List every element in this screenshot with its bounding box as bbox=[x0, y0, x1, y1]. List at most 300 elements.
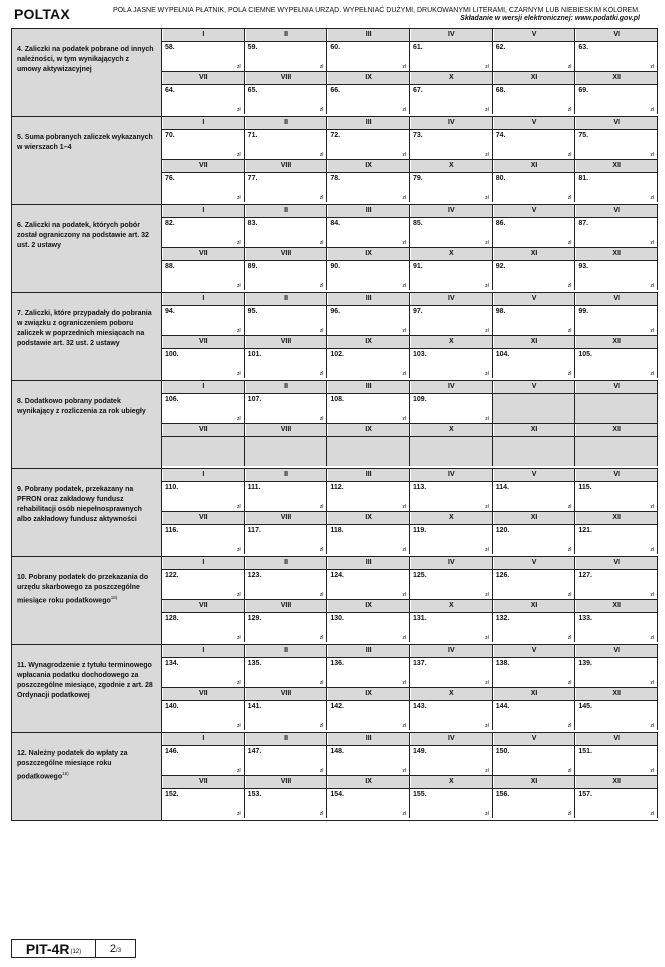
currency-label: zł bbox=[485, 152, 489, 158]
currency-label: zł bbox=[237, 547, 241, 553]
unused-field bbox=[162, 437, 245, 466]
currency-label: zł bbox=[402, 283, 407, 289]
month-label: XII bbox=[575, 600, 658, 612]
month-header-row bbox=[162, 248, 658, 261]
currency-label: zł bbox=[650, 328, 655, 334]
amount-field[interactable] bbox=[162, 261, 245, 290]
month-grid bbox=[162, 117, 658, 204]
month-label: II bbox=[245, 381, 328, 393]
amount-field[interactable] bbox=[245, 306, 328, 335]
field-number: 87. bbox=[578, 220, 589, 227]
field-row bbox=[162, 394, 658, 424]
amount-field[interactable] bbox=[327, 306, 410, 335]
field-number: 153. bbox=[247, 791, 262, 798]
field-row bbox=[162, 658, 658, 688]
month-label: I bbox=[162, 29, 245, 41]
currency-label: zł bbox=[237, 64, 241, 70]
month-header-row bbox=[162, 645, 658, 658]
page-total: /3 bbox=[116, 948, 122, 954]
amount-field[interactable] bbox=[410, 482, 493, 511]
amount-field[interactable] bbox=[575, 85, 658, 114]
section-5 bbox=[12, 117, 658, 205]
month-label: VII bbox=[162, 336, 245, 348]
amount-field[interactable] bbox=[575, 789, 658, 818]
section-label-text: 6. Zaliczki na podatek, których pobór został ograniczony na podstawie art. 32 ust. 2 ustawy bbox=[17, 222, 149, 249]
currency-label: zł bbox=[237, 371, 241, 377]
field-number: 120. bbox=[495, 527, 510, 534]
currency-label: zł bbox=[650, 504, 655, 510]
amount-field[interactable] bbox=[493, 306, 576, 335]
currency-label: zł bbox=[650, 547, 655, 553]
month-label: VII bbox=[162, 600, 245, 612]
month-label: VIII bbox=[245, 424, 328, 436]
amount-field[interactable] bbox=[162, 173, 245, 202]
currency-label: zł bbox=[485, 592, 489, 598]
amount-field[interactable] bbox=[493, 85, 576, 114]
field-number: 128. bbox=[165, 615, 179, 622]
section-11 bbox=[12, 645, 658, 733]
currency-label: zł bbox=[237, 328, 241, 334]
field-row bbox=[162, 173, 658, 202]
month-label: IV bbox=[410, 29, 493, 41]
field-number: 81. bbox=[578, 175, 589, 182]
form-version: (12) bbox=[70, 949, 82, 955]
amount-field[interactable] bbox=[327, 658, 410, 687]
field-number: 156. bbox=[495, 791, 510, 798]
field-row bbox=[162, 437, 658, 466]
amount-field[interactable] bbox=[575, 482, 658, 511]
section-label-text: 7. Zaliczki, które przypadały do pobrania w związku z ograniczeniem poboru zaliczek w poprzednich miesiącach na podstawie art. 32 ust. 2 ustawy bbox=[17, 310, 152, 347]
amount-field[interactable] bbox=[575, 613, 658, 642]
section-label-text: 4. Zaliczki na podatek pobrane od innych należności, w tym wynikających z umowy aktywizacyjnej bbox=[17, 46, 154, 73]
currency-label: zł bbox=[237, 811, 241, 817]
amount-field[interactable] bbox=[493, 525, 576, 554]
currency-label: zł bbox=[567, 547, 572, 553]
month-label: IX bbox=[327, 336, 410, 348]
amount-field[interactable] bbox=[493, 173, 576, 202]
amount-field[interactable] bbox=[162, 85, 245, 114]
currency-label: zł bbox=[319, 240, 324, 246]
unused-field bbox=[575, 394, 658, 423]
amount-field[interactable] bbox=[327, 349, 410, 378]
unused-field bbox=[493, 394, 576, 423]
amount-field[interactable] bbox=[410, 173, 493, 202]
amount-field[interactable] bbox=[162, 789, 245, 818]
month-label: VIII bbox=[245, 600, 328, 612]
section-label-text: 8. Dodatkowo pobrany podatek wynikający z rozliczenia za rok ubiegły bbox=[17, 398, 146, 415]
amount-field[interactable] bbox=[327, 85, 410, 114]
amount-field[interactable] bbox=[493, 613, 576, 642]
amount-field[interactable] bbox=[410, 130, 493, 159]
field-number: 98. bbox=[495, 308, 506, 315]
amount-field[interactable] bbox=[245, 42, 328, 71]
field-number: 74. bbox=[495, 132, 506, 139]
amount-field[interactable] bbox=[410, 218, 493, 247]
month-label: II bbox=[245, 645, 328, 657]
amount-field[interactable] bbox=[327, 701, 410, 730]
month-label: III bbox=[327, 117, 410, 129]
amount-field[interactable] bbox=[162, 525, 245, 554]
amount-field[interactable] bbox=[493, 130, 576, 159]
month-label: IX bbox=[327, 72, 410, 84]
field-number: 134. bbox=[165, 660, 179, 667]
month-label: XI bbox=[493, 776, 576, 788]
month-label: V bbox=[493, 29, 576, 41]
amount-field[interactable] bbox=[245, 570, 328, 599]
section-6 bbox=[12, 205, 658, 293]
month-label: III bbox=[327, 293, 410, 305]
field-number: 103. bbox=[413, 351, 427, 358]
currency-label: zł bbox=[485, 283, 489, 289]
month-label: IV bbox=[410, 117, 493, 129]
month-label: V bbox=[493, 557, 576, 569]
field-number: 130. bbox=[330, 615, 344, 622]
month-label: IX bbox=[327, 424, 410, 436]
field-number: 136. bbox=[330, 660, 344, 667]
month-label: II bbox=[245, 29, 328, 41]
amount-field[interactable] bbox=[245, 789, 328, 818]
amount-field[interactable] bbox=[410, 570, 493, 599]
month-label: VII bbox=[162, 776, 245, 788]
amount-field[interactable] bbox=[245, 85, 328, 114]
field-number: 109. bbox=[413, 396, 427, 403]
field-number: 135. bbox=[247, 660, 262, 667]
month-label: IX bbox=[327, 160, 410, 172]
month-label: VI bbox=[575, 293, 658, 305]
page-number-box bbox=[96, 939, 136, 958]
amount-field[interactable] bbox=[575, 42, 658, 71]
section-label-text: 9. Pobrany podatek, przekazany na PFRON oraz zakładowy fundusz rehabilitacji osób niepełnosprawnych albo zakładowy fundusz aktywności bbox=[17, 486, 142, 523]
section-label bbox=[12, 29, 162, 116]
field-row bbox=[162, 261, 658, 290]
unused-field bbox=[493, 437, 576, 466]
month-grid bbox=[162, 733, 658, 820]
amount-field[interactable] bbox=[245, 261, 328, 290]
month-label: II bbox=[245, 293, 328, 305]
amount-field[interactable] bbox=[162, 570, 245, 599]
amount-field[interactable] bbox=[410, 394, 493, 423]
field-number: 150. bbox=[495, 748, 510, 755]
currency-label: zł bbox=[567, 64, 572, 70]
amount-field[interactable] bbox=[410, 85, 493, 114]
month-label: X bbox=[410, 160, 493, 172]
month-label: III bbox=[327, 29, 410, 41]
tax-table bbox=[11, 28, 658, 821]
amount-field[interactable] bbox=[327, 42, 410, 71]
field-number: 151. bbox=[578, 748, 592, 755]
amount-field[interactable] bbox=[162, 746, 245, 775]
month-header-row bbox=[162, 117, 658, 130]
month-grid bbox=[162, 645, 658, 732]
currency-label: zł bbox=[567, 635, 572, 641]
field-number: 140. bbox=[165, 703, 179, 710]
amount-field[interactable] bbox=[245, 613, 328, 642]
field-number: 138. bbox=[495, 660, 510, 667]
currency-label: zł bbox=[485, 328, 489, 334]
field-number: 113. bbox=[413, 484, 427, 491]
field-number: 125. bbox=[413, 572, 427, 579]
month-label: III bbox=[327, 557, 410, 569]
currency-label: zł bbox=[567, 107, 572, 113]
month-label: XI bbox=[493, 160, 576, 172]
field-number: 79. bbox=[413, 175, 423, 182]
amount-field[interactable] bbox=[410, 789, 493, 818]
amount-field[interactable] bbox=[162, 658, 245, 687]
amount-field[interactable] bbox=[575, 658, 658, 687]
amount-field[interactable] bbox=[410, 746, 493, 775]
currency-label: zł bbox=[319, 592, 324, 598]
amount-field[interactable] bbox=[245, 218, 328, 247]
currency-label: zł bbox=[237, 768, 241, 774]
field-number: 106. bbox=[165, 396, 179, 403]
amount-field[interactable] bbox=[245, 701, 328, 730]
month-label: I bbox=[162, 293, 245, 305]
field-number: 65. bbox=[247, 87, 258, 94]
amount-field[interactable] bbox=[410, 306, 493, 335]
field-number: 149. bbox=[413, 748, 427, 755]
currency-label: zł bbox=[319, 811, 324, 817]
currency-label: zł bbox=[485, 547, 489, 553]
month-grid bbox=[162, 469, 658, 556]
amount-field[interactable] bbox=[575, 701, 658, 730]
currency-label: zł bbox=[567, 811, 572, 817]
month-label: III bbox=[327, 733, 410, 745]
amount-field[interactable] bbox=[162, 701, 245, 730]
amount-field[interactable] bbox=[245, 394, 328, 423]
footnote-ref: 15) bbox=[110, 595, 118, 600]
field-number: 131. bbox=[413, 615, 427, 622]
amount-field[interactable] bbox=[410, 525, 493, 554]
month-label: VIII bbox=[245, 512, 328, 524]
field-number: 141. bbox=[247, 703, 262, 710]
amount-field[interactable] bbox=[493, 218, 576, 247]
currency-label: zł bbox=[402, 680, 407, 686]
amount-field[interactable] bbox=[245, 130, 328, 159]
field-number: 69. bbox=[578, 87, 589, 94]
section-4 bbox=[12, 29, 658, 117]
month-label: I bbox=[162, 117, 245, 129]
amount-field[interactable] bbox=[493, 261, 576, 290]
amount-field[interactable] bbox=[162, 613, 245, 642]
amount-field[interactable] bbox=[575, 746, 658, 775]
amount-field[interactable] bbox=[162, 349, 245, 378]
amount-field[interactable] bbox=[575, 261, 658, 290]
amount-field[interactable] bbox=[410, 349, 493, 378]
section-label bbox=[12, 733, 162, 820]
month-label: III bbox=[327, 205, 410, 217]
section-label-text: 11. Wynagrodzenie z tytułu terminowego wpłacania podatku dochodowego za poszczególne miesiące, zgodnie z art. 28 Ordynacji podatkowej bbox=[17, 662, 153, 699]
amount-field[interactable] bbox=[245, 525, 328, 554]
unused-field bbox=[575, 437, 658, 466]
month-label: VIII bbox=[245, 160, 328, 172]
currency-label: zł bbox=[485, 768, 489, 774]
amount-field[interactable] bbox=[162, 130, 245, 159]
currency-label: zł bbox=[485, 64, 489, 70]
month-label: I bbox=[162, 205, 245, 217]
amount-field[interactable] bbox=[493, 570, 576, 599]
amount-field[interactable] bbox=[327, 482, 410, 511]
currency-label: zł bbox=[402, 723, 407, 729]
currency-label: zł bbox=[567, 504, 572, 510]
field-number: 112. bbox=[330, 484, 344, 491]
amount-field[interactable] bbox=[575, 130, 658, 159]
section-7 bbox=[12, 293, 658, 381]
amount-field[interactable] bbox=[575, 525, 658, 554]
amount-field[interactable] bbox=[493, 746, 576, 775]
currency-label: zł bbox=[650, 768, 655, 774]
field-number: 144. bbox=[495, 703, 510, 710]
currency-label: zł bbox=[237, 680, 241, 686]
field-number: 66. bbox=[330, 87, 341, 94]
amount-field[interactable] bbox=[493, 789, 576, 818]
month-grid bbox=[162, 381, 658, 468]
field-number: 88. bbox=[165, 263, 175, 270]
amount-field[interactable] bbox=[245, 349, 328, 378]
currency-label: zł bbox=[650, 152, 655, 158]
amount-field[interactable] bbox=[493, 482, 576, 511]
month-label: VII bbox=[162, 160, 245, 172]
amount-field[interactable] bbox=[493, 349, 576, 378]
amount-field[interactable] bbox=[575, 349, 658, 378]
month-label: V bbox=[493, 469, 576, 481]
currency-label: zł bbox=[567, 723, 572, 729]
currency-label: zł bbox=[319, 371, 324, 377]
month-label: VII bbox=[162, 512, 245, 524]
fill-instruction: POLA JASNE WYPEŁNIA PŁATNIK, POLA CIEMNE WYPEŁNIA URZĄD. WYPEŁNIAĆ DUŻYMI, DRUKOWANYMI LITERAMI, CZARNYM LUB NIEBIESKIM KOLOREM. bbox=[112, 7, 640, 14]
section-9 bbox=[12, 469, 658, 557]
month-label: XII bbox=[575, 512, 658, 524]
month-label: VII bbox=[162, 424, 245, 436]
amount-field[interactable] bbox=[493, 42, 576, 71]
currency-label: zł bbox=[567, 680, 572, 686]
field-row bbox=[162, 789, 658, 818]
month-label: XI bbox=[493, 688, 576, 700]
amount-field[interactable] bbox=[162, 42, 245, 71]
section-12 bbox=[12, 733, 658, 821]
month-label: V bbox=[493, 381, 576, 393]
currency-label: zł bbox=[237, 152, 241, 158]
amount-field[interactable] bbox=[327, 173, 410, 202]
month-label: II bbox=[245, 733, 328, 745]
month-header-row bbox=[162, 469, 658, 482]
amount-field[interactable] bbox=[410, 261, 493, 290]
currency-label: zł bbox=[319, 328, 324, 334]
amount-field[interactable] bbox=[410, 42, 493, 71]
month-label: II bbox=[245, 205, 328, 217]
amount-field[interactable] bbox=[327, 394, 410, 423]
amount-field[interactable] bbox=[327, 261, 410, 290]
currency-label: zł bbox=[485, 371, 489, 377]
amount-field[interactable] bbox=[327, 218, 410, 247]
currency-label: zł bbox=[402, 64, 407, 70]
section-label bbox=[12, 117, 162, 204]
month-header-row bbox=[162, 336, 658, 349]
page-number: 2 bbox=[109, 942, 117, 955]
month-label: V bbox=[493, 733, 576, 745]
amount-field[interactable] bbox=[245, 658, 328, 687]
field-row bbox=[162, 613, 658, 642]
amount-field[interactable] bbox=[575, 218, 658, 247]
amount-field[interactable] bbox=[162, 306, 245, 335]
field-number: 118. bbox=[330, 527, 344, 534]
month-label: XI bbox=[493, 512, 576, 524]
currency-label: zł bbox=[319, 64, 324, 70]
month-label: XI bbox=[493, 424, 576, 436]
currency-label: zł bbox=[650, 107, 655, 113]
month-label: X bbox=[410, 336, 493, 348]
month-label: XII bbox=[575, 72, 658, 84]
field-number: 132. bbox=[495, 615, 510, 622]
month-label: I bbox=[162, 557, 245, 569]
month-label: XII bbox=[575, 336, 658, 348]
month-label: IV bbox=[410, 469, 493, 481]
currency-label: zł bbox=[237, 240, 241, 246]
amount-field[interactable] bbox=[575, 306, 658, 335]
amount-field[interactable] bbox=[245, 746, 328, 775]
amount-field[interactable] bbox=[327, 570, 410, 599]
currency-label: zł bbox=[402, 504, 407, 510]
amount-field[interactable] bbox=[327, 789, 410, 818]
field-row bbox=[162, 218, 658, 248]
amount-field[interactable] bbox=[162, 394, 245, 423]
amount-field[interactable] bbox=[410, 701, 493, 730]
month-label: X bbox=[410, 776, 493, 788]
currency-label: zł bbox=[237, 635, 241, 641]
month-label: VI bbox=[575, 381, 658, 393]
amount-field[interactable] bbox=[575, 570, 658, 599]
amount-field[interactable] bbox=[327, 746, 410, 775]
field-row bbox=[162, 746, 658, 776]
amount-field[interactable] bbox=[410, 613, 493, 642]
field-row bbox=[162, 130, 658, 160]
amount-field[interactable] bbox=[327, 130, 410, 159]
currency-label: zł bbox=[319, 152, 324, 158]
amount-field[interactable] bbox=[493, 701, 576, 730]
page-header bbox=[0, 0, 665, 28]
amount-field[interactable] bbox=[162, 218, 245, 247]
month-label: VII bbox=[162, 688, 245, 700]
field-number: 119. bbox=[413, 527, 427, 534]
field-number: 95. bbox=[247, 308, 258, 315]
field-number: 72. bbox=[330, 132, 341, 139]
section-label bbox=[12, 293, 162, 380]
field-number: 62. bbox=[495, 44, 506, 51]
month-header-row bbox=[162, 160, 658, 173]
field-number: 61. bbox=[413, 44, 423, 51]
currency-label: zł bbox=[319, 547, 324, 553]
amount-field[interactable] bbox=[327, 525, 410, 554]
amount-field[interactable] bbox=[575, 173, 658, 202]
amount-field[interactable] bbox=[493, 658, 576, 687]
month-label: VIII bbox=[245, 248, 328, 260]
section-label bbox=[12, 469, 162, 556]
amount-field[interactable] bbox=[245, 482, 328, 511]
amount-field[interactable] bbox=[410, 658, 493, 687]
amount-field[interactable] bbox=[162, 482, 245, 511]
field-number: 63. bbox=[578, 44, 589, 51]
month-label: X bbox=[410, 248, 493, 260]
amount-field[interactable] bbox=[327, 613, 410, 642]
field-number: 73. bbox=[413, 132, 423, 139]
month-header-row bbox=[162, 29, 658, 42]
month-label: XI bbox=[493, 600, 576, 612]
currency-label: zł bbox=[402, 811, 407, 817]
currency-label: zł bbox=[402, 107, 407, 113]
amount-field[interactable] bbox=[245, 173, 328, 202]
field-row bbox=[162, 570, 658, 600]
currency-label: zł bbox=[650, 811, 655, 817]
field-number: 148. bbox=[330, 748, 344, 755]
